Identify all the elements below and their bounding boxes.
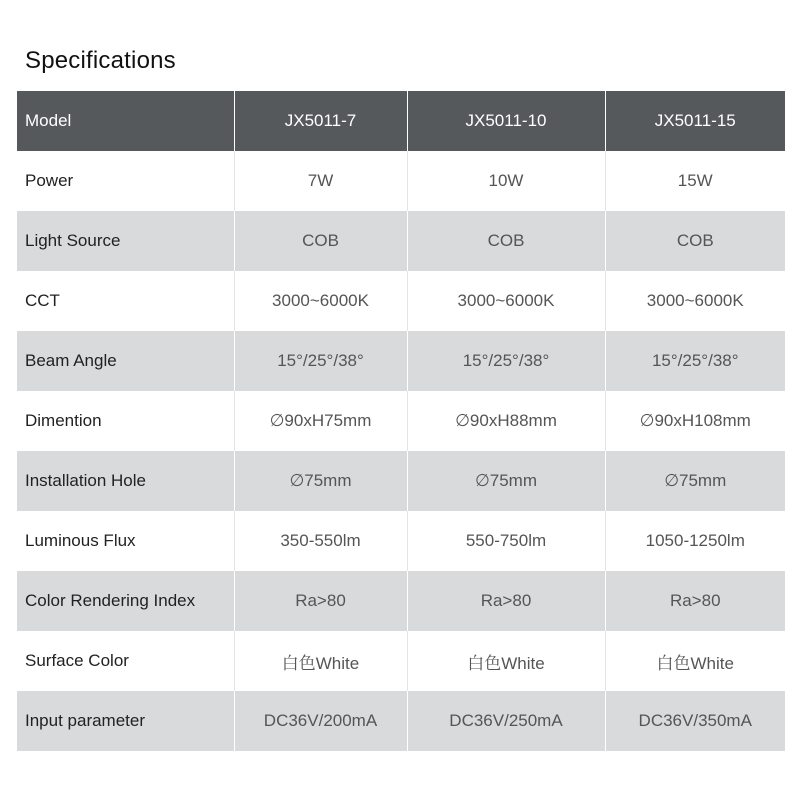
row-label: Power	[17, 151, 234, 211]
row-value: 3000~6000K	[605, 271, 785, 331]
row-value: 10W	[407, 151, 605, 211]
row-value: 1050-1250lm	[605, 511, 785, 571]
row-value: 3000~6000K	[234, 271, 407, 331]
row-value: ∅75mm	[234, 451, 407, 511]
row-value: ∅90xH75mm	[234, 391, 407, 451]
table-row-color-rendering-index	[17, 571, 785, 631]
row-value: Ra>80	[407, 571, 605, 631]
row-value: 15°/25°/38°	[605, 331, 785, 391]
row-value: Ra>80	[234, 571, 407, 631]
row-value: 白色White	[407, 631, 605, 691]
table-body	[17, 151, 785, 751]
row-value: 15°/25°/38°	[234, 331, 407, 391]
table-row-dimension	[17, 391, 785, 451]
row-value: COB	[234, 211, 407, 271]
table-row-beam-angle	[17, 331, 785, 391]
row-value: 15W	[605, 151, 785, 211]
row-label: CCT	[17, 271, 234, 331]
row-label: Surface Color	[17, 631, 234, 691]
row-label: Installation Hole	[17, 451, 234, 511]
header-model-3: JX5011-15	[605, 91, 785, 151]
row-value: 350-550lm	[234, 511, 407, 571]
row-value: 白色White	[234, 631, 407, 691]
table-header	[17, 91, 785, 151]
row-value: 15°/25°/38°	[407, 331, 605, 391]
table-row-power	[17, 151, 785, 211]
row-label: Beam Angle	[17, 331, 234, 391]
page-title: Specifications	[25, 47, 176, 74]
row-value: ∅90xH108mm	[605, 391, 785, 451]
row-value: DC36V/350mA	[605, 691, 785, 751]
row-value: ∅75mm	[407, 451, 605, 511]
row-value: COB	[407, 211, 605, 271]
row-value: DC36V/200mA	[234, 691, 407, 751]
row-value: 3000~6000K	[407, 271, 605, 331]
table-row-input-parameter	[17, 691, 785, 751]
row-label: Light Source	[17, 211, 234, 271]
table-row-luminous-flux	[17, 511, 785, 571]
table-row-surface-color	[17, 631, 785, 691]
header-model-2: JX5011-10	[407, 91, 605, 151]
row-value: 550-750lm	[407, 511, 605, 571]
row-label: Color Rendering Index	[17, 571, 234, 631]
header-label-model: Model	[17, 91, 234, 151]
row-value: COB	[605, 211, 785, 271]
row-value: Ra>80	[605, 571, 785, 631]
row-value: ∅90xH88mm	[407, 391, 605, 451]
row-value: ∅75mm	[605, 451, 785, 511]
row-value: 白色White	[605, 631, 785, 691]
row-label: Dimention	[17, 391, 234, 451]
header-row	[17, 91, 785, 151]
table-row-installation-hole	[17, 451, 785, 511]
specifications-table	[17, 91, 785, 751]
row-label: Input parameter	[17, 691, 234, 751]
header-model-1: JX5011-7	[234, 91, 407, 151]
row-value: 7W	[234, 151, 407, 211]
row-value: DC36V/250mA	[407, 691, 605, 751]
table-row-light-source	[17, 211, 785, 271]
row-label: Luminous Flux	[17, 511, 234, 571]
table-row-cct	[17, 271, 785, 331]
